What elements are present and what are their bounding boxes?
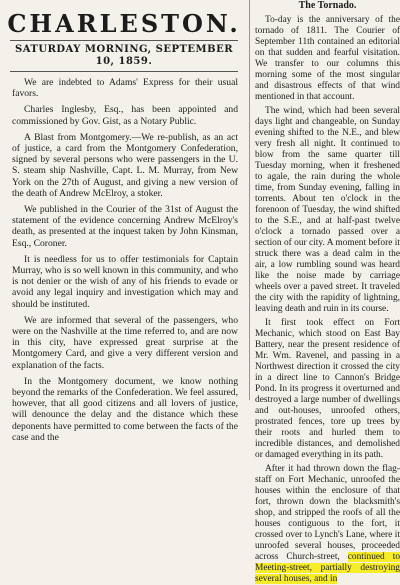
column-divider — [249, 0, 250, 400]
tornado-paragraph: To-day is the anniversary of the tornado of 1811. The Courier of September 11th contained an editorial on that sudden and fearful visitation. We transfer to our columns this morning some of the most singular and disastrous effects of that wind mentioned in that account. — [255, 15, 400, 102]
article-paragraph: In the Montgomery document, we know nothing beyond the remarks of the Confederation. We feel assured, however, that all good citizens and all lovers of justice, will denounce the delay and the distance which these deponents have permitted to come between the facts of the case and the — [12, 375, 238, 443]
article-paragraph: It is needless for us to offer testimonials for Captain Murray, who is so well known in this community, and who is not denier or the wish of any of his friends to evade or avoid any legal inquiry and investigation which may and should be instituted. — [12, 253, 238, 310]
tornado-paragraph: The wind, which had been several days light and changeable, on Sunday evening shifted to the N.E., and blew very fresh all night. It continued to blow from the same quarter till Tuesday morning, when it freshened to agale, the rain during the whole time, from Sunday evening, falling in torrents. About ten o'clock in the forenoon of Tuesday, the wind shifted to the S.E., and at half-past twelve o'clock a tornado passed over a section of our city. A moment before it struck there was a dead calm in the air, a low rumbling sound was heard like the noise made by carriage wheels over a paved street. It traveled the city with the rapidity of lightning, leaving death and ruin in its course. — [255, 106, 400, 314]
dateline: SATURDAY MORNING, SEPTEMBER 10, 1859. — [14, 44, 234, 67]
highlighted-text[interactable]: continued to Meeting-street, partially destroying several houses, and in — [255, 552, 400, 584]
article-paragraph: We published in the Courier of the 31st of August the statement of the evidence concerning Andrew McElroy's death, as presented at the inquest taken by John Kinsman, Esq., Coroner. — [12, 204, 238, 249]
masthead-rule-top — [10, 40, 238, 41]
article-heading-tornado: The Tornado. — [298, 0, 357, 11]
right-column — [255, 0, 400, 584]
left-column — [4, 0, 244, 443]
masthead-rule-bottom — [10, 71, 238, 72]
tornado-paragraph: It first took effect on Fort Mechanic, which stood on East Bay Battery, near the present residence of Mr. Wm. Ravenel, and passing in a Northwest direction it crossed the city in a direct line to Cannon's Bridge Pond. In its progress it overturned and destroyed a large number of dwellings and out-houses, unroofed others, prostrated fences, tore up trees by their roots and hurled them to incredible distances, and demolished or damaged everything in its path. — [255, 318, 400, 460]
masthead-title: CHARLESTON. — [7, 9, 241, 38]
article-paragraph: Charles Inglesby, Esq., has been appointed and commissioned by Gov. Gist, as a Notary Public. — [12, 104, 238, 127]
article-paragraph: We are indebted to Adams' Express for their usual favors. — [12, 77, 238, 100]
article-paragraph: A Blast from Montgomery.—We re-publish, as an act of justice, a card from the Montgomery Confederation, signed by several persons who were passengers in the U. S. steam ship Nashville, Capt. L. M. Murray, from New York on the 27th of August, and giving a new version of the death of Andrew McElroy, a stoker. — [12, 131, 238, 199]
tornado-paragraph-last — [255, 464, 400, 585]
tornado-paragraph-text: After it had thrown down the flag-staff on Fort Mechanic, unroofed the houses within the enclosure of that fort, thrown down the blacksmith's shop, and stripped the roofs of all the houses contiguous to the fort, it crossed over to Lynch's Lane, where it unroofed several houses, proceeded across Church-street, — [255, 464, 400, 562]
article-paragraph: We are informed that several of the passengers, who were on the Nashville at the time referred to, and are now in this city, have expressed great surprise at the Montgomery Card, and give a very different version and explanation of the facts. — [12, 314, 238, 371]
